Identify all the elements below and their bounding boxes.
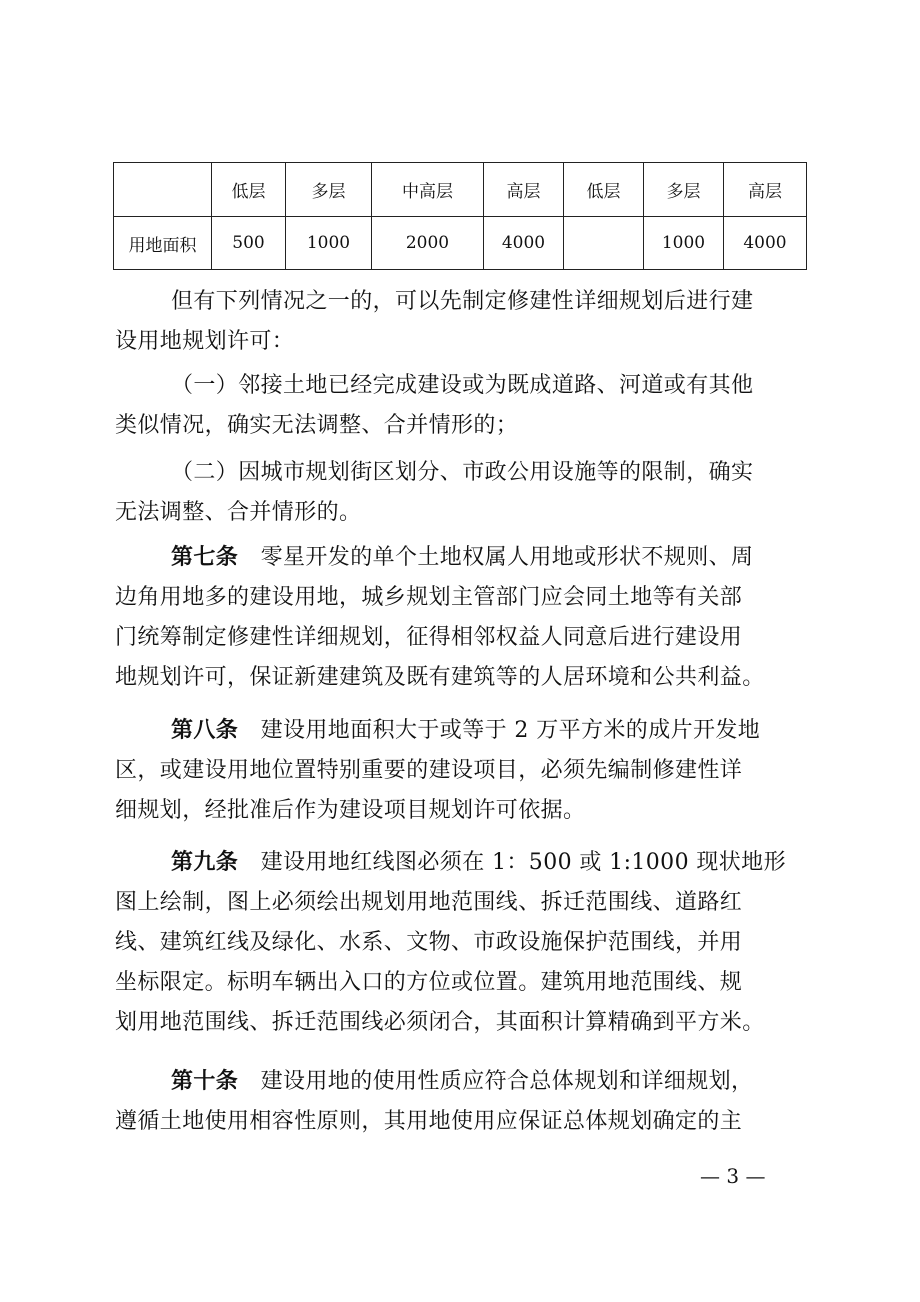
paragraph-line: 类似情况，确实无法调整、合并情形的； — [115, 413, 519, 438]
table-cell: 500 — [212, 217, 286, 270]
table-cell: 2000 — [372, 217, 484, 270]
paragraph-line: 图上绘制，图上必须绘出规划用地范围线、拆迁范围线、道路红 — [115, 890, 743, 915]
paragraph-line: 地规划许可，保证新建建筑及既有建筑等的人居环境和公共利益。 — [115, 665, 765, 690]
article-9 — [115, 843, 815, 1043]
table-header-cell — [114, 163, 212, 217]
article-8 — [115, 711, 815, 831]
table-cell: 1000 — [644, 217, 724, 270]
table-row-label: 用地面积 — [114, 217, 212, 270]
land-area-table — [113, 162, 807, 270]
article-text: 零星开发的单个土地权属人用地或形状不规则、周 — [260, 545, 754, 570]
paragraph-line: （一）邻接土地已经完成建设或为既成道路、河道或有其他 — [171, 373, 754, 398]
paragraph-line: 细规划，经批准后作为建设项目规划许可依据。 — [115, 798, 586, 823]
page-number: — 3 — — [700, 1164, 766, 1188]
paragraph-line: 门统筹制定修建性详细规划，征得相邻权益人同意后进行建设用 — [115, 625, 743, 650]
article-text: 建设用地红线图必须在 1：500 或 1:1000 现状地形 — [260, 850, 786, 875]
article-7 — [115, 538, 815, 698]
paragraph-line: 坐标限定。标明车辆出入口的方位或位置。建筑用地范围线、规 — [115, 970, 743, 995]
table-header-cell: 多层 — [286, 163, 372, 217]
table-cell — [564, 217, 644, 270]
article-text: 建设用地面积大于或等于 2 万平方米的成片开发地 — [260, 718, 761, 743]
article-10 — [115, 1062, 815, 1142]
article-heading: 第七条 — [171, 545, 239, 570]
paragraph-exceptions — [115, 282, 815, 362]
paragraph-item-1 — [115, 366, 815, 446]
table-cell: 4000 — [724, 217, 807, 270]
article-heading: 第十条 — [171, 1069, 239, 1094]
paragraph-line: 边角用地多的建设用地，城乡规划主管部门应会同土地等有关部 — [115, 585, 743, 610]
table-header-cell: 多层 — [644, 163, 724, 217]
table-header-cell: 高层 — [484, 163, 564, 217]
paragraph-line — [115, 711, 815, 751]
table-cell: 1000 — [286, 217, 372, 270]
table-header-cell: 低层 — [564, 163, 644, 217]
paragraph-line — [115, 1062, 815, 1102]
table-header-cell: 中高层 — [372, 163, 484, 217]
table-header-row — [114, 163, 807, 217]
paragraph-line: 线、建筑红线及绿化、水系、文物、市政设施保护范围线，并用 — [115, 930, 743, 955]
paragraph-line: 无法调整、合并情形的。 — [115, 500, 362, 525]
paragraph-line — [115, 538, 815, 578]
paragraph-line: （二）因城市规划街区划分、市政公用设施等的限制，确实 — [171, 460, 754, 485]
paragraph-item-2 — [115, 453, 815, 533]
article-text: 建设用地的使用性质应符合总体规划和详细规划， — [260, 1069, 754, 1094]
paragraph-line: 划用地范围线、拆迁范围线必须闭合，其面积计算精确到平方米。 — [115, 1010, 765, 1035]
table-header-cell: 高层 — [724, 163, 807, 217]
paragraph-line: 设用地规划许可： — [115, 329, 295, 354]
table-cell: 4000 — [484, 217, 564, 270]
article-heading: 第九条 — [171, 850, 239, 875]
paragraph-line — [115, 843, 815, 883]
table-header-cell: 低层 — [212, 163, 286, 217]
paragraph-line: 遵循土地使用相容性原则，其用地使用应保证总体规划确定的主 — [115, 1109, 743, 1134]
article-heading: 第八条 — [171, 718, 239, 743]
paragraph-line: 但有下列情况之一的，可以先制定修建性详细规划后进行建 — [171, 289, 754, 314]
table-row — [114, 217, 807, 270]
paragraph-line: 区，或建设用地位置特别重要的建设项目，必须先编制修建性详 — [115, 758, 743, 783]
